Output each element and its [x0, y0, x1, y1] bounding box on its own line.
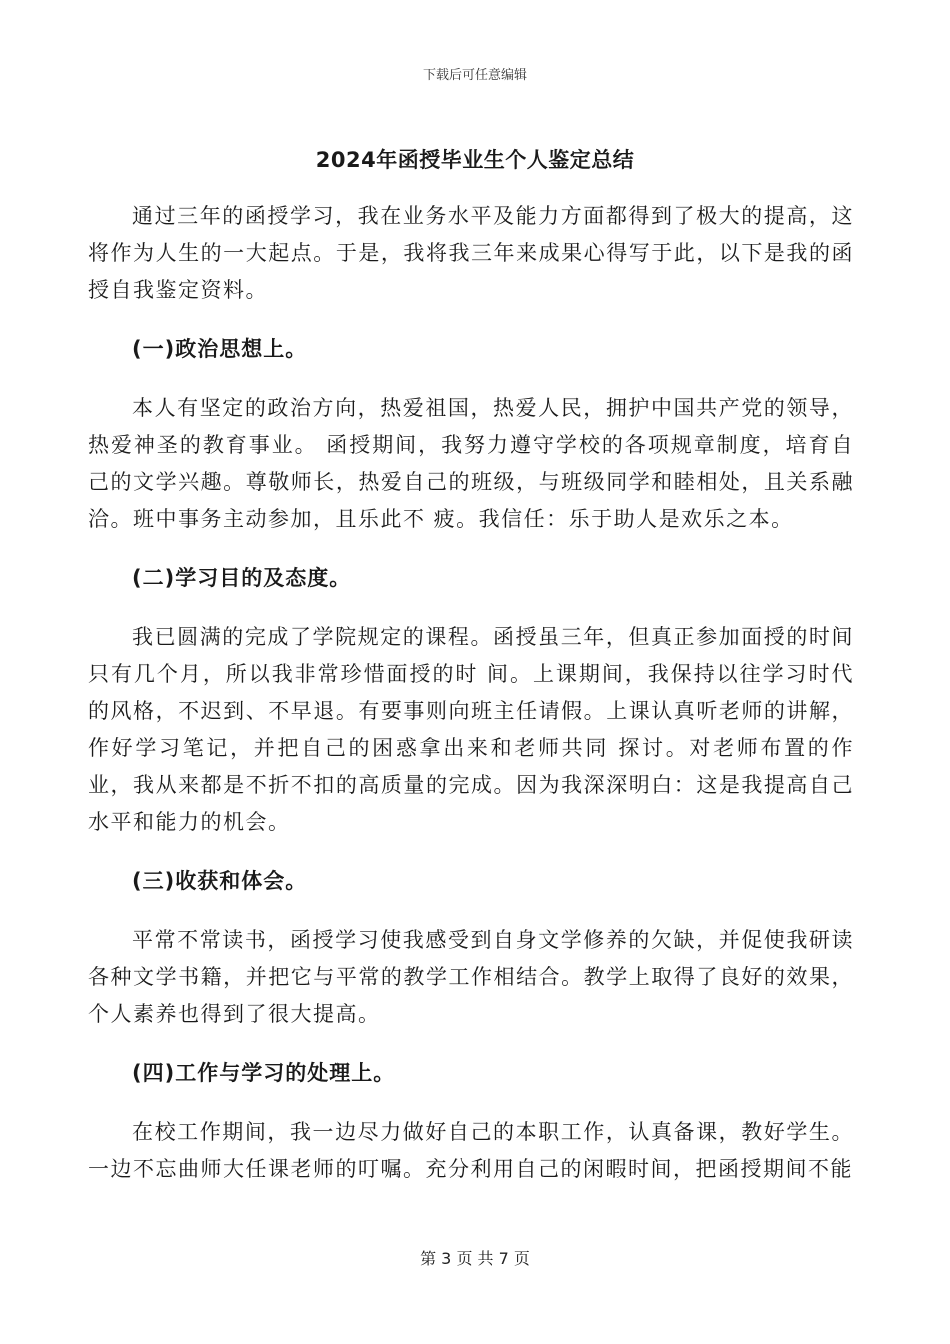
header-note: 下载后可任意编辑	[422, 68, 527, 83]
section-paragraph-1: 本人有坚定的政治方向，热爱祖国，热爱人民，拥护中国共产党的领导，热爱神圣的教育事业。 函授期间，我努力遵守学校的各项规章制度，培育自己的文学兴趣。尊敬师长，热爱自己的班级，与班级同学和睦相处，且关系融洽。班中事务主动参加，且乐此不 疲。我信任：乐于助人是欢乐之本。	[88, 396, 854, 531]
section-heading-2: (二)学习目的及态度。	[132, 566, 352, 590]
section-heading-4: (四)工作与学习的处理上。	[132, 1061, 396, 1085]
section-paragraph-3: 平常不常读书，函授学习使我感受到自身文学修养的欠缺，并促使我研读各种文学书籍，并把它与平常的教学工作相结合。教学上取得了良好的效果，个人素养也得到了很大提高。	[88, 928, 854, 1026]
intro-paragraph: 通过三年的函授学习，我在业务水平及能力方面都得到了极大的提高，这将作为人生的一大起点。于是，我将我三年来成果心得写于此，以下是我的函授自我鉴定资料。	[88, 204, 854, 302]
section-paragraph-4: 在校工作期间，我一边尽力做好自己的本职工作，认真备课，教好学生。一边不忘曲师大任课老师的叮嘱。充分利用自己的闲暇时间，把函授期间不能	[88, 1120, 854, 1181]
page-title: 2024年函授毕业生个人鉴定总结	[315, 148, 635, 172]
section-heading-1: (一)政治思想上。	[132, 337, 308, 361]
document-body	[88, 198, 854, 1188]
page-footer: 第 3 页 共 7 页	[420, 1249, 530, 1268]
section-paragraph-2: 我已圆满的完成了学院规定的课程。函授虽三年，但真正参加面授的时间只有几个月，所以我非常珍惜面授的时 间。上课期间，我保持以往学习时代的风格，不迟到、不早退。有要事则向班主任请假。上课认真听老师的讲解，作好学习笔记，并把自己的困惑拿出来和老师共同 探讨。对老师布置的作业，我从来都是不折不扣的高质量的完成。因为我深深明白：这是我提高自己水平和能力的机会。	[88, 625, 854, 834]
section-heading-3: (三)收获和体会。	[132, 869, 308, 893]
